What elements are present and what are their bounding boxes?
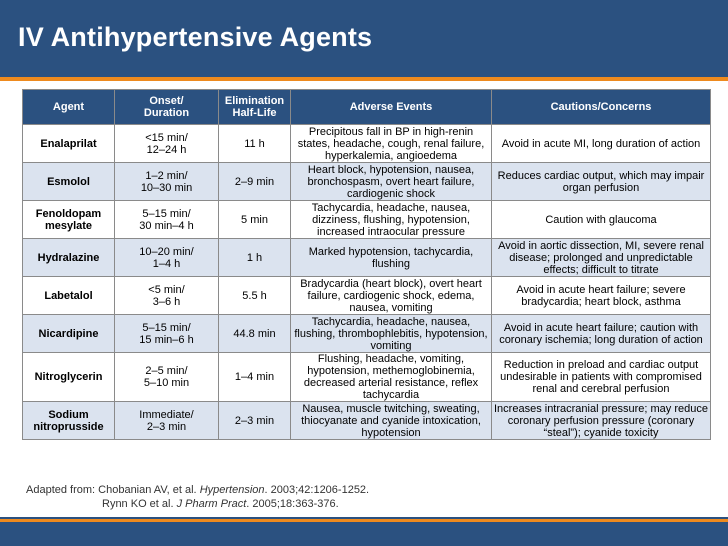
table-row	[23, 125, 711, 163]
cell-half-life: 1 h	[219, 239, 291, 277]
header-adverse-events: Adverse Events	[291, 90, 492, 125]
cell-onset-duration: 2–5 min/ 5–10 min	[115, 353, 219, 402]
page-title: IV Antihypertensive Agents	[18, 22, 373, 52]
cell-onset-duration: Immediate/ 2–3 min	[115, 402, 219, 440]
table-row	[23, 353, 711, 402]
cell-adverse-events: Flushing, headache, vomiting, hypotension, methemoglobinemia, decreased arterial resistance, reflex tachycardia	[291, 353, 492, 402]
header-onset-duration: Onset/ Duration	[115, 90, 219, 125]
cell-adverse-events: Bradycardia (heart block), overt heart failure, cardiogenic shock, edema, nausea, vomiting	[291, 277, 492, 315]
cell-onset-duration: <15 min/ 12–24 h	[115, 125, 219, 163]
cell-agent: Nitroglycerin	[23, 353, 115, 402]
cell-cautions: Avoid in acute heart failure; caution with coronary ischemia; long duration of action	[492, 315, 711, 353]
header-half-life: Elimination Half-Life	[219, 90, 291, 125]
table-row	[23, 315, 711, 353]
cell-onset-duration: <5 min/ 3–6 h	[115, 277, 219, 315]
footnote	[26, 483, 369, 511]
table-row	[23, 239, 711, 277]
cell-agent: Hydralazine	[23, 239, 115, 277]
cell-agent: Enalaprilat	[23, 125, 115, 163]
cell-agent: Fenoldopam mesylate	[23, 201, 115, 239]
cell-adverse-events: Tachycardia, headache, nausea, dizziness, flushing, hypotension, increased intraocular pressure	[291, 201, 492, 239]
table-row	[23, 163, 711, 201]
cell-half-life: 5 min	[219, 201, 291, 239]
cell-onset-duration: 5–15 min/ 30 min–4 h	[115, 201, 219, 239]
header-cautions: Cautions/Concerns	[492, 90, 711, 125]
cell-half-life: 2–3 min	[219, 402, 291, 440]
footnote-line-1: Adapted from: Chobanian AV, et al. Hypertension. 2003;42:1206-1252.	[26, 484, 370, 496]
cell-cautions: Avoid in acute heart failure; severe bradycardia; heart block, asthma	[492, 277, 711, 315]
cell-cautions: Avoid in acute MI, long duration of action	[492, 125, 711, 163]
cell-onset-duration: 10–20 min/ 1–4 h	[115, 239, 219, 277]
cell-adverse-events: Precipitous fall in BP in high-renin states, headache, cough, renal failure, hyperkalemia, angioedema	[291, 125, 492, 163]
cell-cautions: Avoid in aortic dissection, MI, severe renal disease; prolonged and unpredictable effects; difficult to titrate	[492, 239, 711, 277]
cell-half-life: 11 h	[219, 125, 291, 163]
cell-half-life: 5.5 h	[219, 277, 291, 315]
slide-content	[0, 81, 728, 517]
table-row	[23, 201, 711, 239]
cell-onset-duration: 1–2 min/ 10–30 min	[115, 163, 219, 201]
cell-cautions: Reduces cardiac output, which may impair organ perfusion	[492, 163, 711, 201]
cell-agent: Labetalol	[23, 277, 115, 315]
footer-accent-divider	[0, 519, 728, 522]
cell-cautions: Increases intracranial pressure; may reduce coronary perfusion pressure (coronary “steal”); cyanide toxicity	[492, 402, 711, 440]
cell-adverse-events: Tachycardia, headache, nausea, flushing, thrombophlebitis, hypotension, vomiting	[291, 315, 492, 353]
cell-cautions: Reduction in preload and cardiac output undesirable in patients with compromised renal and cerebral perfusion	[492, 353, 711, 402]
cell-cautions: Caution with glaucoma	[492, 201, 711, 239]
cell-half-life: 1–4 min	[219, 353, 291, 402]
cell-adverse-events: Marked hypotension, tachycardia, flushing	[291, 239, 492, 277]
cell-adverse-events: Heart block, hypotension, nausea, bronchospasm, overt heart failure, cardiogenic shock	[291, 163, 492, 201]
cell-agent: Esmolol	[23, 163, 115, 201]
header-agent: Agent	[23, 90, 115, 125]
cell-adverse-events: Nausea, muscle twitching, sweating, thiocyanate and cyanide intoxication, hypotension	[291, 402, 492, 440]
cell-half-life: 2–9 min	[219, 163, 291, 201]
table-row	[23, 402, 711, 440]
table-header-row	[23, 90, 711, 125]
footnote-line-2: Rynn KO et al. J Pharm Pract. 2005;18:363-376.	[102, 498, 339, 510]
table-row	[23, 277, 711, 315]
cell-agent: Sodium nitroprusside	[23, 402, 115, 440]
cell-onset-duration: 5–15 min/ 15 min–6 h	[115, 315, 219, 353]
cell-half-life: 44.8 min	[219, 315, 291, 353]
antihypertensive-table	[22, 89, 711, 440]
cell-agent: Nicardipine	[23, 315, 115, 353]
